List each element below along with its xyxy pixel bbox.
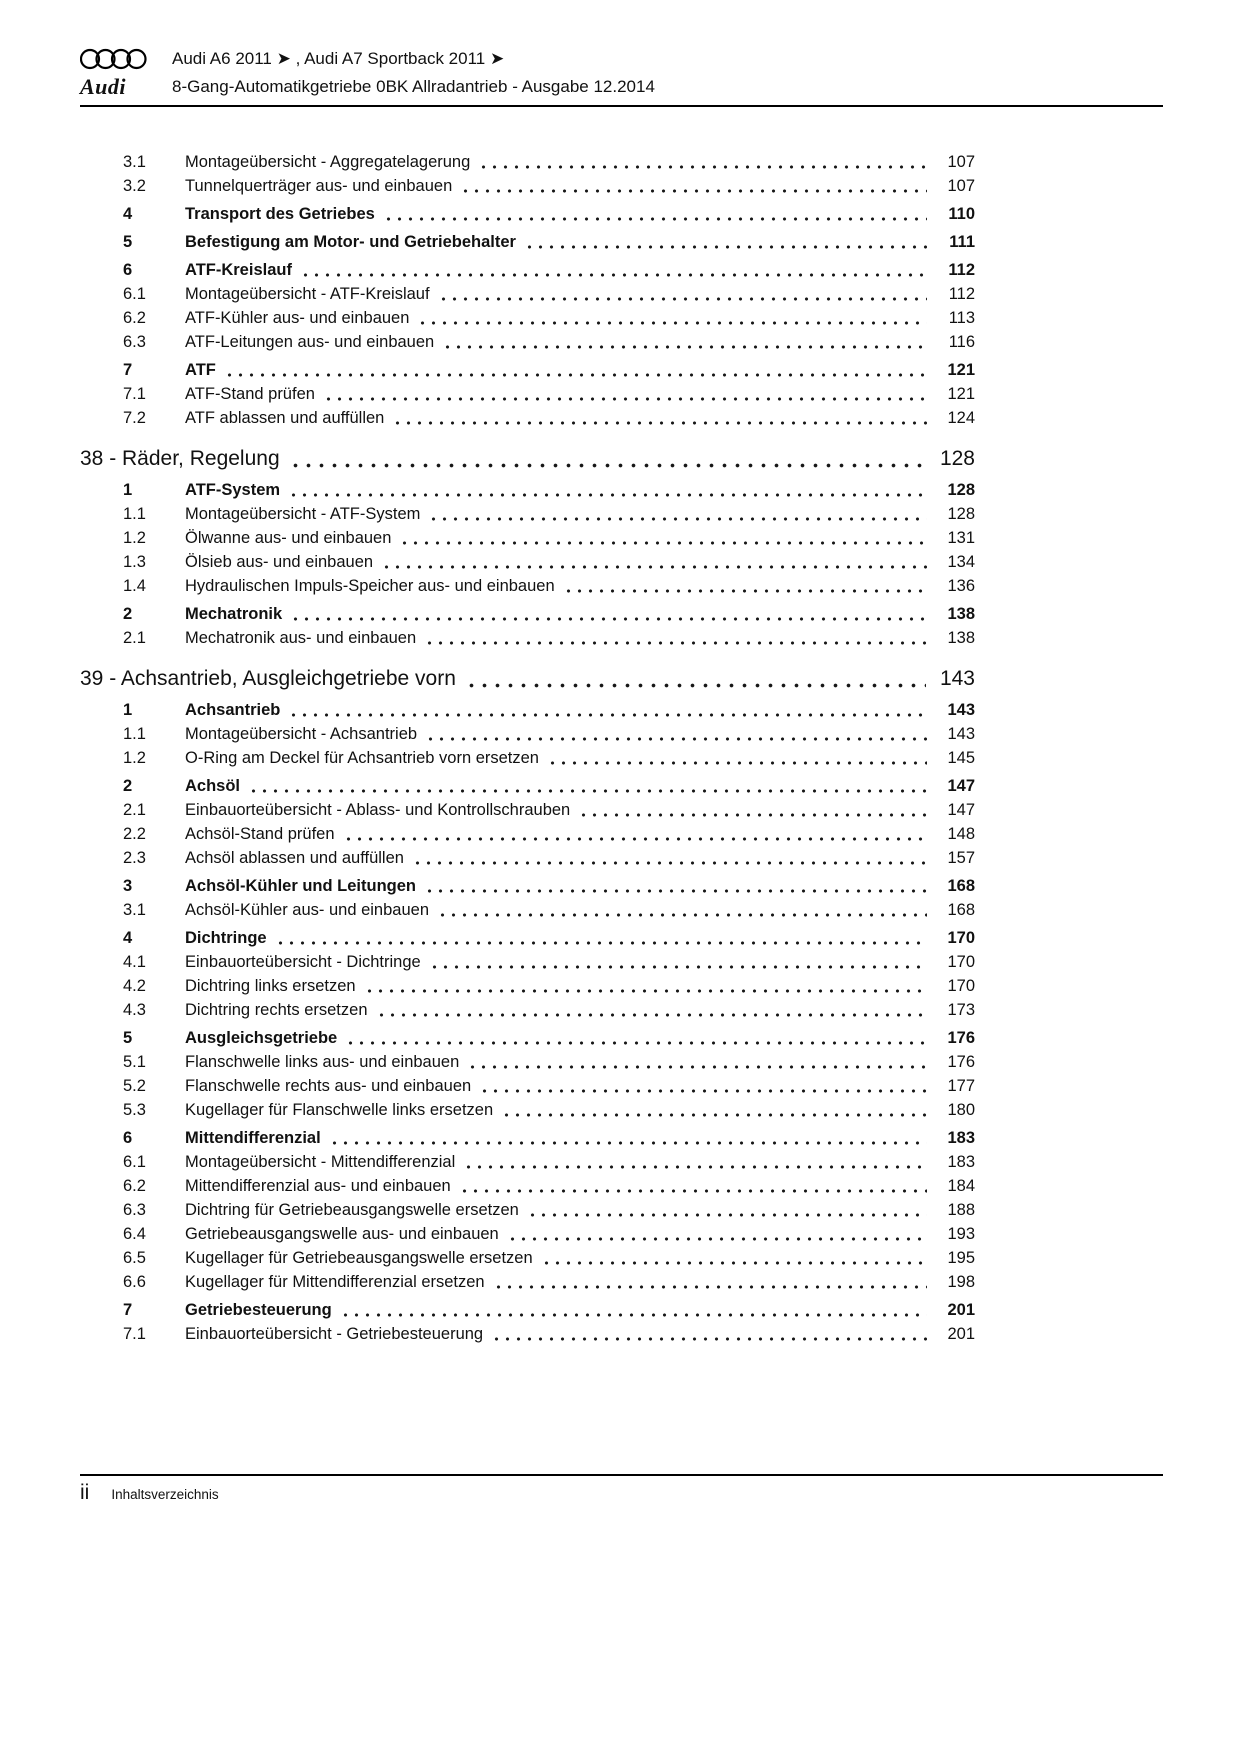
entry-number: 4.2 <box>123 977 146 995</box>
toc-chapter-heading <box>80 664 975 694</box>
entry-number: 4.3 <box>123 1001 146 1019</box>
dot-leader <box>428 516 927 522</box>
toc-entry <box>80 306 975 330</box>
entry-number: 4 <box>123 205 133 223</box>
entry-page: 136 <box>947 577 975 595</box>
entry-title: Achsöl ablassen und auffüllen <box>185 849 404 867</box>
entry-page: 110 <box>948 205 975 223</box>
entry-title: Dichtring rechts ersetzen <box>185 1001 368 1019</box>
dot-leader <box>501 1112 927 1118</box>
entry-page: 134 <box>947 553 975 571</box>
entry-number: 6.2 <box>123 1177 146 1195</box>
entry-page: 193 <box>947 1225 975 1243</box>
toc-entry <box>80 1270 975 1294</box>
entry-title: Ölwanne aus- und einbauen <box>185 529 392 547</box>
entry-title: Montageübersicht - ATF-System <box>185 505 421 523</box>
dot-leader <box>417 320 927 326</box>
toc-entry <box>80 478 975 502</box>
entry-title: Einbauorteübersicht - Getriebesteuerung <box>185 1325 484 1343</box>
entry-number: 3.2 <box>123 177 146 195</box>
dot-leader <box>383 216 927 222</box>
entry-title: ATF-Kreislauf <box>185 261 292 279</box>
entry-title: Getriebeausgangswelle aus- und einbauen <box>185 1225 499 1243</box>
entry-page: 188 <box>947 1201 975 1219</box>
entry-number: 7 <box>123 1301 133 1319</box>
entry-number: 2.2 <box>123 825 146 843</box>
toc-entry <box>80 1126 975 1150</box>
entry-page: 198 <box>947 1273 975 1291</box>
entry-title: Dichtringe <box>185 929 267 947</box>
entry-title: Montageübersicht - ATF-Kreislauf <box>185 285 430 303</box>
entry-title: ATF-Leitungen aus- und einbauen <box>185 333 435 351</box>
dot-leader <box>437 912 927 918</box>
toc-entry <box>80 722 975 746</box>
entry-title: Kugellager für Flanschwelle links ersetzen <box>185 1101 494 1119</box>
toc-entry <box>80 950 975 974</box>
dot-leader <box>392 420 927 426</box>
dot-leader <box>578 812 927 818</box>
toc-entry <box>80 174 975 198</box>
entry-page: 143 <box>939 667 975 690</box>
entry-page: 143 <box>947 725 975 743</box>
toc-entry <box>80 898 975 922</box>
entry-title: Einbauorteübersicht - Dichtringe <box>185 953 421 971</box>
toc-entry <box>80 746 975 770</box>
entry-page: 113 <box>948 309 975 327</box>
entry-number: 1 <box>123 481 133 499</box>
entry-page: 170 <box>947 977 975 995</box>
footer <box>80 1474 1163 1505</box>
entry-title: Mechatronik aus- und einbauen <box>185 629 417 647</box>
dot-leader <box>493 1284 927 1290</box>
entry-number: 5.3 <box>123 1101 146 1119</box>
entry-title: Achsöl-Kühler und Leitungen <box>185 877 416 895</box>
entry-title: Transport des Getriebes <box>185 205 375 223</box>
toc-entry <box>80 626 975 650</box>
entry-title: Flanschwelle links aus- und einbauen <box>185 1053 460 1071</box>
toc-entry <box>80 550 975 574</box>
dot-leader <box>527 1212 927 1218</box>
entry-page: 157 <box>947 849 975 867</box>
entry-title: Achsöl-Stand prüfen <box>185 825 335 843</box>
dot-leader <box>275 940 927 946</box>
toc-entry <box>80 1098 975 1122</box>
dot-leader <box>248 788 927 794</box>
toc-entry <box>80 202 975 226</box>
toc-entry <box>80 406 975 430</box>
dot-leader <box>340 1312 927 1318</box>
footer-page-number: ii <box>80 1481 90 1504</box>
dot-leader <box>412 860 927 866</box>
entry-number: 1.4 <box>123 577 146 595</box>
entry-page: 195 <box>947 1249 975 1267</box>
entry-page: 170 <box>947 953 975 971</box>
dot-leader <box>479 1088 927 1094</box>
entry-page: 107 <box>947 153 975 171</box>
entry-number: 4 <box>123 929 133 947</box>
entry-title: Mittendifferenzial aus- und einbauen <box>185 1177 451 1195</box>
entry-title: Dichtring links ersetzen <box>185 977 356 995</box>
entry-page: 121 <box>947 361 975 379</box>
dot-leader <box>364 988 927 994</box>
toc-entry <box>80 1074 975 1098</box>
entry-number: 7.2 <box>123 409 146 427</box>
entry-number: 2 <box>123 777 133 795</box>
toc-entry <box>80 774 975 798</box>
entry-number: 1.3 <box>123 553 146 571</box>
entry-title: Einbauorteübersicht - Ablass- und Kontrollschrauben <box>185 801 571 819</box>
entry-page: 138 <box>947 605 975 623</box>
entry-title: Kugellager für Mittendifferenzial ersetzen <box>185 1273 485 1291</box>
entry-title: Mittendifferenzial <box>185 1129 321 1147</box>
entry-title: Ausgleichsgetriebe <box>185 1029 338 1047</box>
entry-page: 128 <box>947 481 975 499</box>
dot-leader <box>463 1164 927 1170</box>
entry-title: Achsöl <box>185 777 241 795</box>
entry-page: 176 <box>947 1029 975 1047</box>
entry-page: 147 <box>947 777 975 795</box>
entry-title: Tunnelquerträger aus- und einbauen <box>185 177 453 195</box>
entry-title: 39 - Achsantrieb, Ausgleichgetriebe vorn <box>80 667 456 690</box>
toc-entry <box>80 698 975 722</box>
footer-section-label: Inhaltsverzeichnis <box>111 1487 219 1502</box>
entry-number: 1.2 <box>123 749 146 767</box>
dot-leader <box>563 588 927 594</box>
entry-title: Befestigung am Motor- und Getriebehalter <box>185 233 516 251</box>
entry-page: 201 <box>947 1301 975 1319</box>
dot-leader <box>323 396 927 402</box>
entry-page: 201 <box>947 1325 975 1343</box>
toc-entry <box>80 502 975 526</box>
header-subject-line: 8-Gang-Automatikgetriebe 0BK Allradantrieb - Ausgabe 12.2014 <box>172 77 655 96</box>
dot-leader <box>459 1188 927 1194</box>
audi-rings-icon <box>80 48 148 70</box>
toc-entry <box>80 602 975 626</box>
toc-entry <box>80 1198 975 1222</box>
entry-title: Achsantrieb <box>185 701 281 719</box>
toc-entry <box>80 150 975 174</box>
toc-entry <box>80 798 975 822</box>
dot-leader <box>491 1336 927 1342</box>
dot-leader <box>345 1040 927 1046</box>
entry-page: 145 <box>947 749 975 767</box>
entry-number: 1.1 <box>123 505 146 523</box>
entry-number: 3.1 <box>123 901 146 919</box>
header-model-line: Audi A6 2011 ➤ , Audi A7 Sportback 2011 ➤ <box>172 49 505 68</box>
dot-leader <box>288 712 927 718</box>
entry-page: 128 <box>939 447 975 470</box>
toc-entry <box>80 1150 975 1174</box>
dot-leader <box>547 760 927 766</box>
entry-page: 177 <box>947 1077 975 1095</box>
toc-entry <box>80 926 975 950</box>
toc-entry <box>80 282 975 306</box>
dot-leader <box>300 272 927 278</box>
toc-entry <box>80 1050 975 1074</box>
entry-title: Montageübersicht - Mittendifferenzial <box>185 1153 456 1171</box>
entry-title: ATF ablassen und auffüllen <box>185 409 385 427</box>
entry-number: 6.2 <box>123 309 146 327</box>
entry-number: 2.1 <box>123 629 146 647</box>
entry-number: 6 <box>123 261 133 279</box>
toc-entry <box>80 874 975 898</box>
entry-number: 1.1 <box>123 725 146 743</box>
dot-leader <box>465 682 926 689</box>
dot-leader <box>507 1236 927 1242</box>
toc-entry <box>80 358 975 382</box>
dot-leader <box>224 372 927 378</box>
toc-entry <box>80 1174 975 1198</box>
dot-leader <box>438 296 927 302</box>
entry-title: ATF-System <box>185 481 281 499</box>
entry-page: 128 <box>947 505 975 523</box>
toc-entry <box>80 1322 975 1346</box>
entry-page: 131 <box>947 529 975 547</box>
entry-page: 183 <box>947 1129 975 1147</box>
dot-leader <box>424 888 927 894</box>
entry-page: 111 <box>949 233 975 251</box>
header <box>80 46 1163 107</box>
entry-page: 147 <box>947 801 975 819</box>
entry-title: O-Ring am Deckel für Achsantrieb vorn ersetzen <box>185 749 539 767</box>
toc-entry <box>80 1222 975 1246</box>
dot-leader <box>343 836 927 842</box>
entry-page: 170 <box>947 929 975 947</box>
entry-page: 148 <box>947 825 975 843</box>
toc-entry <box>80 382 975 406</box>
entry-page: 184 <box>947 1177 975 1195</box>
dot-leader <box>289 462 926 469</box>
dot-leader <box>467 1064 927 1070</box>
entry-title: Dichtring für Getriebeausgangswelle ersetzen <box>185 1201 519 1219</box>
entry-number: 7.1 <box>123 385 146 403</box>
entry-page: 143 <box>947 701 975 719</box>
entry-number: 6.1 <box>123 285 146 303</box>
dot-leader <box>460 188 927 194</box>
entry-number: 6.3 <box>123 1201 146 1219</box>
entry-number: 1 <box>123 701 133 719</box>
header-divider <box>80 105 1163 107</box>
dot-leader <box>399 540 927 546</box>
dot-leader <box>442 344 927 350</box>
entry-number: 7 <box>123 361 133 379</box>
entry-title: Kugellager für Getriebeausgangswelle ersetzen <box>185 1249 533 1267</box>
entry-number: 6.5 <box>123 1249 146 1267</box>
entry-number: 4.1 <box>123 953 146 971</box>
toc-entry <box>80 330 975 354</box>
dot-leader <box>425 736 927 742</box>
toc-entry <box>80 1246 975 1270</box>
entry-number: 6.6 <box>123 1273 146 1291</box>
dot-leader <box>424 640 927 646</box>
toc-entry <box>80 230 975 254</box>
entry-title: Hydraulischen Impuls-Speicher aus- und einbauen <box>185 577 555 595</box>
entry-page: 180 <box>947 1101 975 1119</box>
entry-number: 2.1 <box>123 801 146 819</box>
toc-entry <box>80 998 975 1022</box>
entry-number: 5 <box>123 233 133 251</box>
entry-page: 173 <box>947 1001 975 1019</box>
dot-leader <box>381 564 927 570</box>
entry-page: 138 <box>947 629 975 647</box>
toc-entry <box>80 526 975 550</box>
entry-title: 38 - Räder, Regelung <box>80 447 280 470</box>
dot-leader <box>478 164 927 170</box>
audi-wordmark: Audi <box>80 74 127 99</box>
dot-leader <box>524 244 927 250</box>
toc-entry <box>80 258 975 282</box>
toc-entry <box>80 974 975 998</box>
entry-number: 3.1 <box>123 153 146 171</box>
entry-page: 124 <box>947 409 975 427</box>
entry-number: 2.3 <box>123 849 146 867</box>
entry-number: 6 <box>123 1129 133 1147</box>
entry-title: Mechatronik <box>185 605 283 623</box>
entry-page: 112 <box>948 261 975 279</box>
dot-leader <box>288 492 927 498</box>
dot-leader <box>429 964 927 970</box>
toc-entry <box>80 846 975 870</box>
entry-number: 7.1 <box>123 1325 146 1343</box>
entry-title: Achsöl-Kühler aus- und einbauen <box>185 901 429 919</box>
dot-leader <box>541 1260 927 1266</box>
toc-entry <box>80 822 975 846</box>
toc-chapter-heading <box>80 444 975 474</box>
entry-title: Montageübersicht - Achsantrieb <box>185 725 418 743</box>
dot-leader <box>376 1012 928 1018</box>
entry-page: 107 <box>947 177 975 195</box>
toc-entry <box>80 1026 975 1050</box>
entry-page: 176 <box>947 1053 975 1071</box>
entry-number: 5.2 <box>123 1077 146 1095</box>
entry-number: 5 <box>123 1029 133 1047</box>
entry-title: Getriebesteuerung <box>185 1301 332 1319</box>
entry-title: Ölsieb aus- und einbauen <box>185 553 374 571</box>
entry-page: 112 <box>948 285 975 303</box>
entry-title: ATF-Stand prüfen <box>185 385 315 403</box>
toc-entry <box>80 1298 975 1322</box>
entry-title: ATF <box>185 361 216 379</box>
entry-title: Flanschwelle rechts aus- und einbauen <box>185 1077 472 1095</box>
entry-title: ATF-Kühler aus- und einbauen <box>185 309 410 327</box>
entry-number: 5.1 <box>123 1053 146 1071</box>
toc-entry <box>80 574 975 598</box>
entry-page: 121 <box>947 385 975 403</box>
entry-page: 116 <box>948 333 975 351</box>
entry-page: 168 <box>947 877 975 895</box>
entry-number: 6.1 <box>123 1153 146 1171</box>
dot-leader <box>329 1140 927 1146</box>
dot-leader <box>290 616 927 622</box>
entry-number: 6.3 <box>123 333 146 351</box>
entry-page: 168 <box>947 901 975 919</box>
entry-number: 1.2 <box>123 529 146 547</box>
entry-title: Montageübersicht - Aggregatelagerung <box>185 153 471 171</box>
entry-number: 2 <box>123 605 133 623</box>
entry-number: 3 <box>123 877 133 895</box>
entry-number: 6.4 <box>123 1225 146 1243</box>
entry-page: 183 <box>947 1153 975 1171</box>
toc-list <box>80 150 975 1346</box>
